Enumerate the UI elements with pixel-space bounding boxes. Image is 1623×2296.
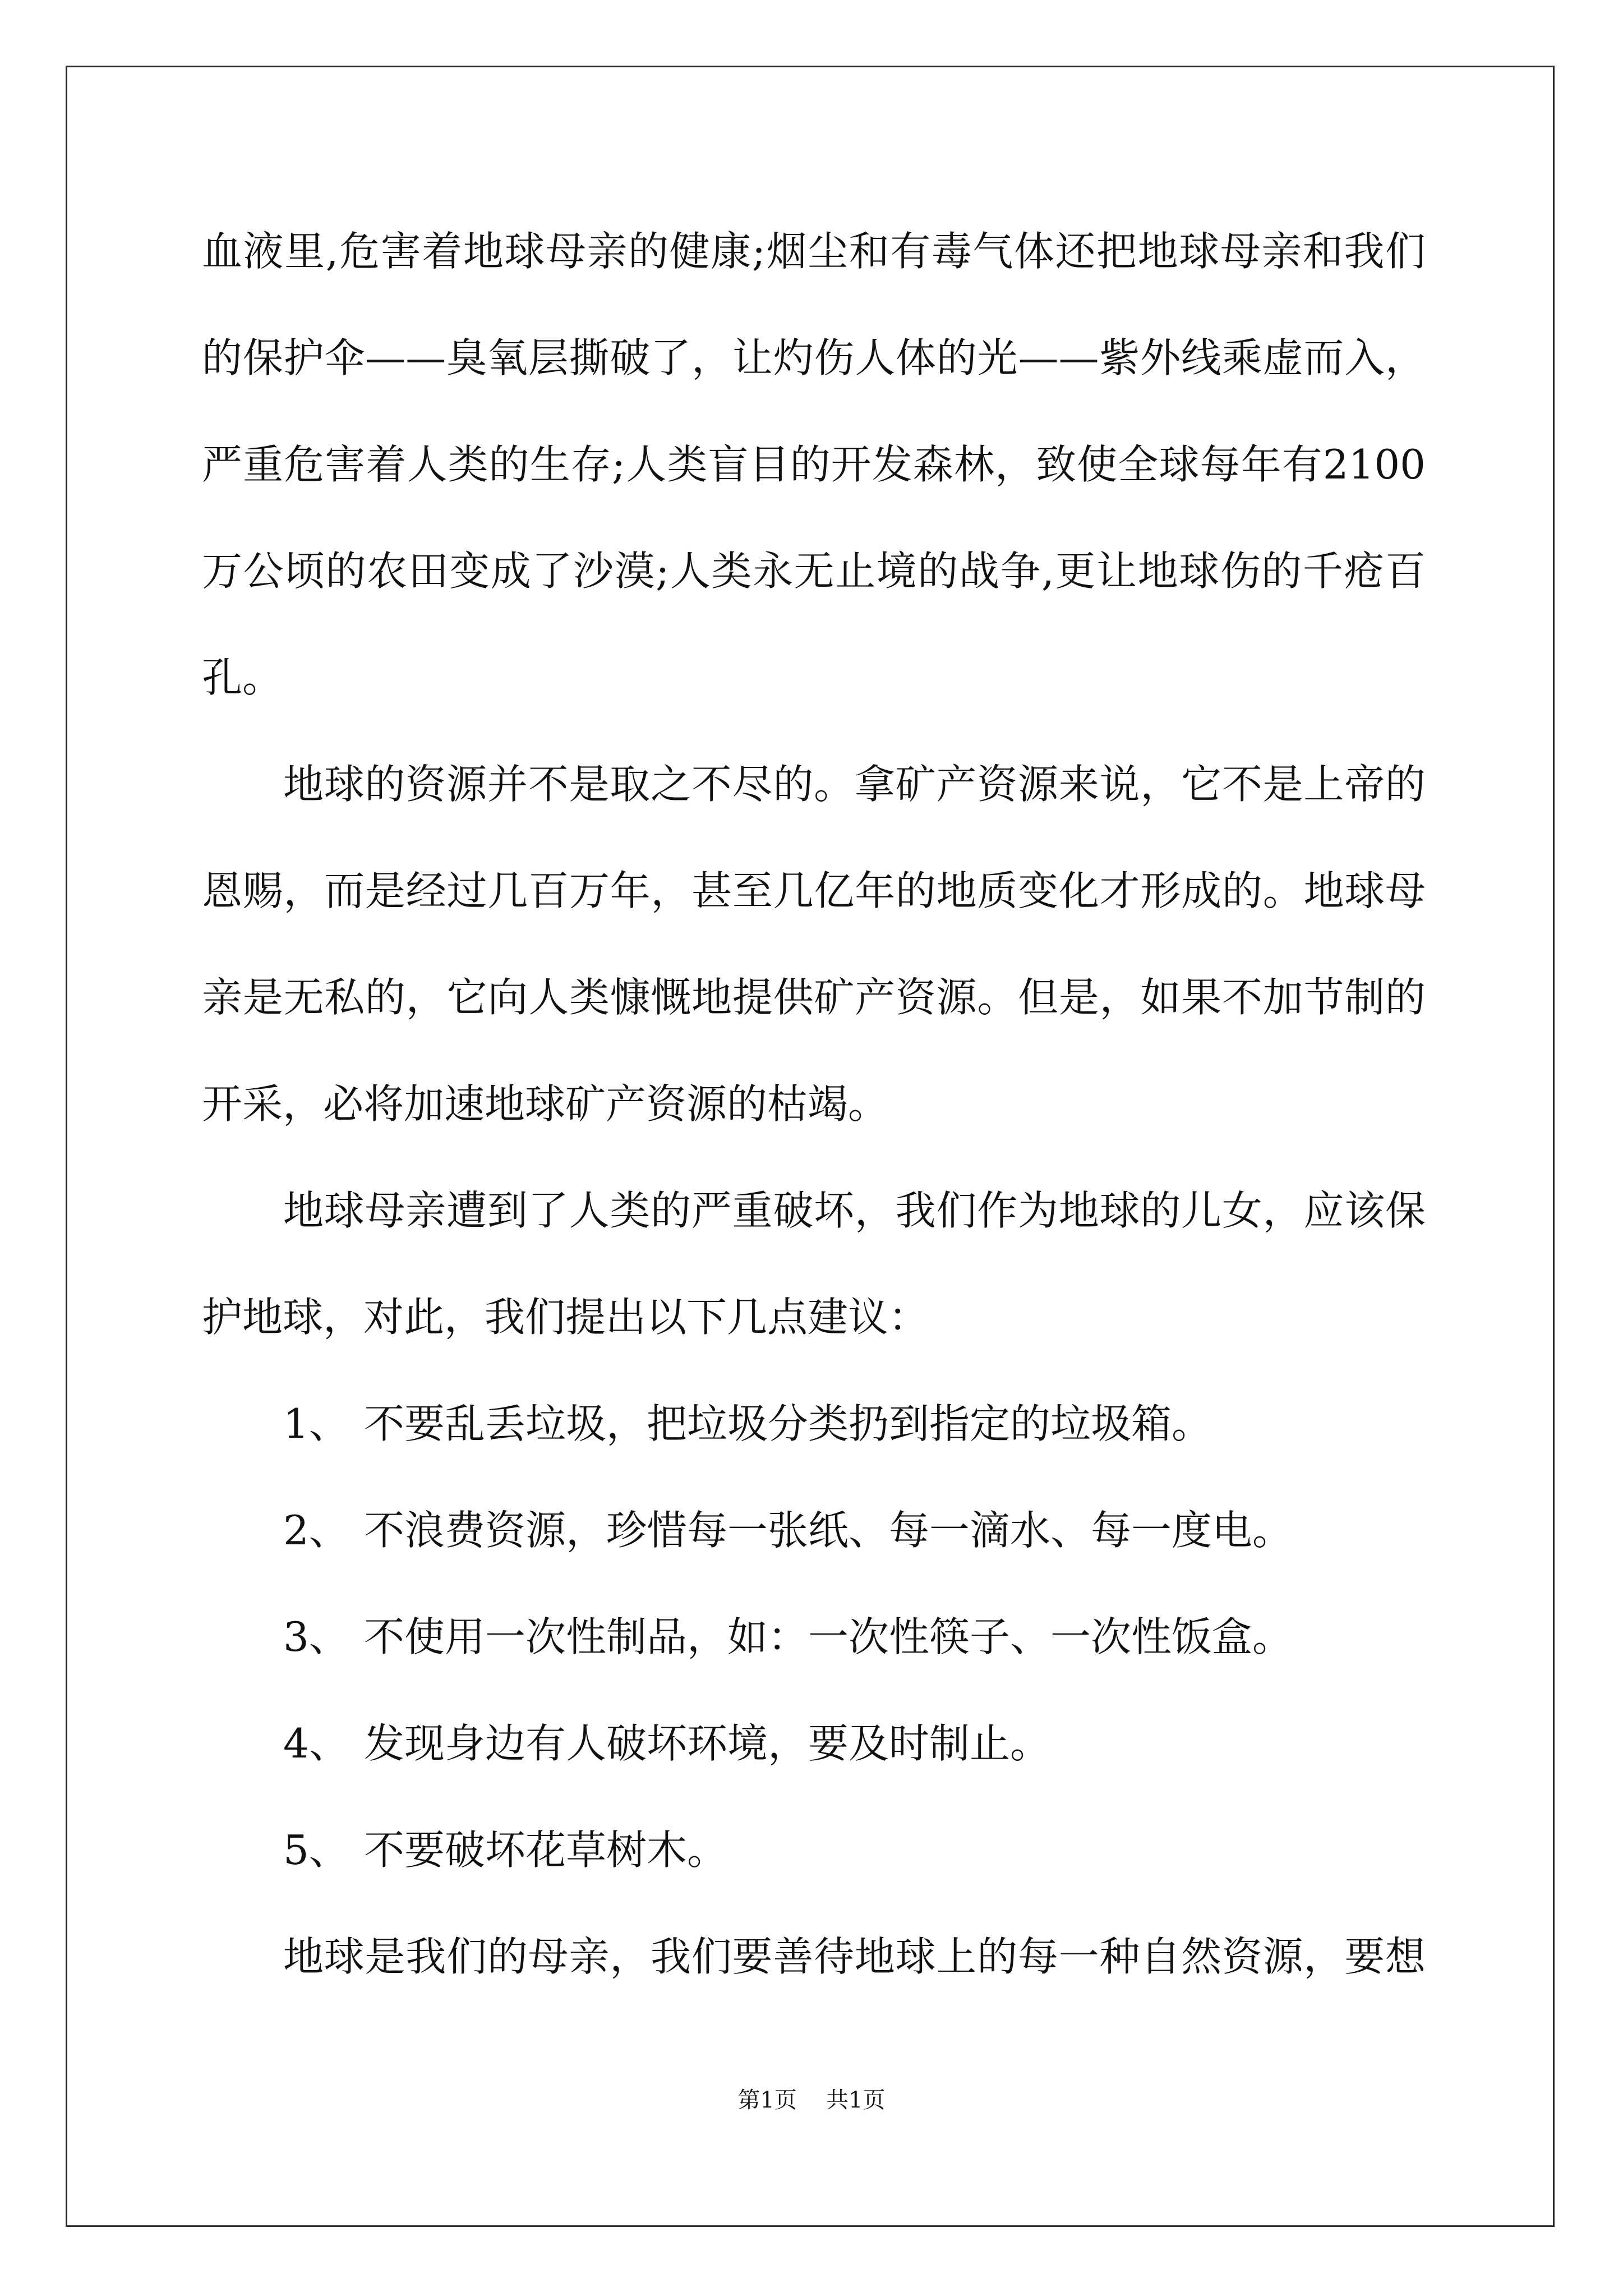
text-line: 地球是我们的母亲，我们要善待地球上的每一种自然资源，要想 [283,1933,1426,1980]
list-number: 4、 [283,1720,349,1767]
suggestion-list [202,1370,1426,1903]
text-line: 护地球，对此，我们提出以下几点建议： [202,1294,929,1341]
list-item [202,1797,1426,1903]
list-number: 3、 [283,1613,349,1660]
list-item [202,1690,1426,1797]
page-total: 共1页 [826,2087,886,2113]
paragraph [202,1157,1426,1370]
text-line: 地球母亲遭到了人类的严重破坏，我们作为地球的儿女，应该保 [283,1187,1426,1234]
list-item [202,1477,1426,1584]
text-line: 地球的资源并不是取之不尽的。拿矿产资源来说，它不是上帝的 [283,761,1426,808]
list-item [202,1370,1426,1477]
text-line: 开采，必将加速地球矿产资源的枯竭。 [202,1080,889,1128]
list-number: 1、 [283,1400,349,1447]
list-text: 不要破坏花草树木。 [364,1826,728,1874]
document-body [202,198,1426,2010]
text-line: 恩赐，而是经过几百万年，甚至几亿年的地质变化才形成的。地球母 [202,867,1426,914]
list-number: 2、 [283,1507,349,1554]
text-line: 的保护伞——臭氧层撕破了，让灼伤人体的光——紫外线乘虚而入， [202,334,1426,381]
list-text: 不要乱丢垃圾，把垃圾分类扔到指定的垃圾箱。 [364,1400,1212,1447]
page-footer [0,2082,1623,2118]
page-number: 第1页 [737,2087,797,2113]
text-line: 亲是无私的，它向人类慷慨地提供矿产资源。但是，如果不加节制的 [202,974,1426,1021]
paragraph [202,198,1426,731]
list-text: 发现身边有人破坏环境，要及时制止。 [364,1720,1051,1767]
list-item [202,1584,1426,1690]
text-line: 血液里,危害着地球母亲的健康;烟尘和有毒气体还把地球母亲和我们 [202,228,1426,275]
paragraph [202,731,1426,1157]
list-text: 不浪费资源，珍惜每一张纸、每一滴水、每一度电。 [364,1507,1293,1554]
text-line: 严重危害着人类的生存;人类盲目的开发森林，致使全球每年有2100 [202,441,1426,488]
text-line: 孔。 [202,654,283,701]
list-text: 不使用一次性制品，如：一次性筷子、一次性饭盒。 [364,1613,1293,1660]
paragraph [202,1903,1426,2010]
list-number: 5、 [283,1826,349,1874]
text-line: 万公顷的农田变成了沙漠;人类永无止境的战争,更让地球伤的千疮百 [202,547,1426,595]
